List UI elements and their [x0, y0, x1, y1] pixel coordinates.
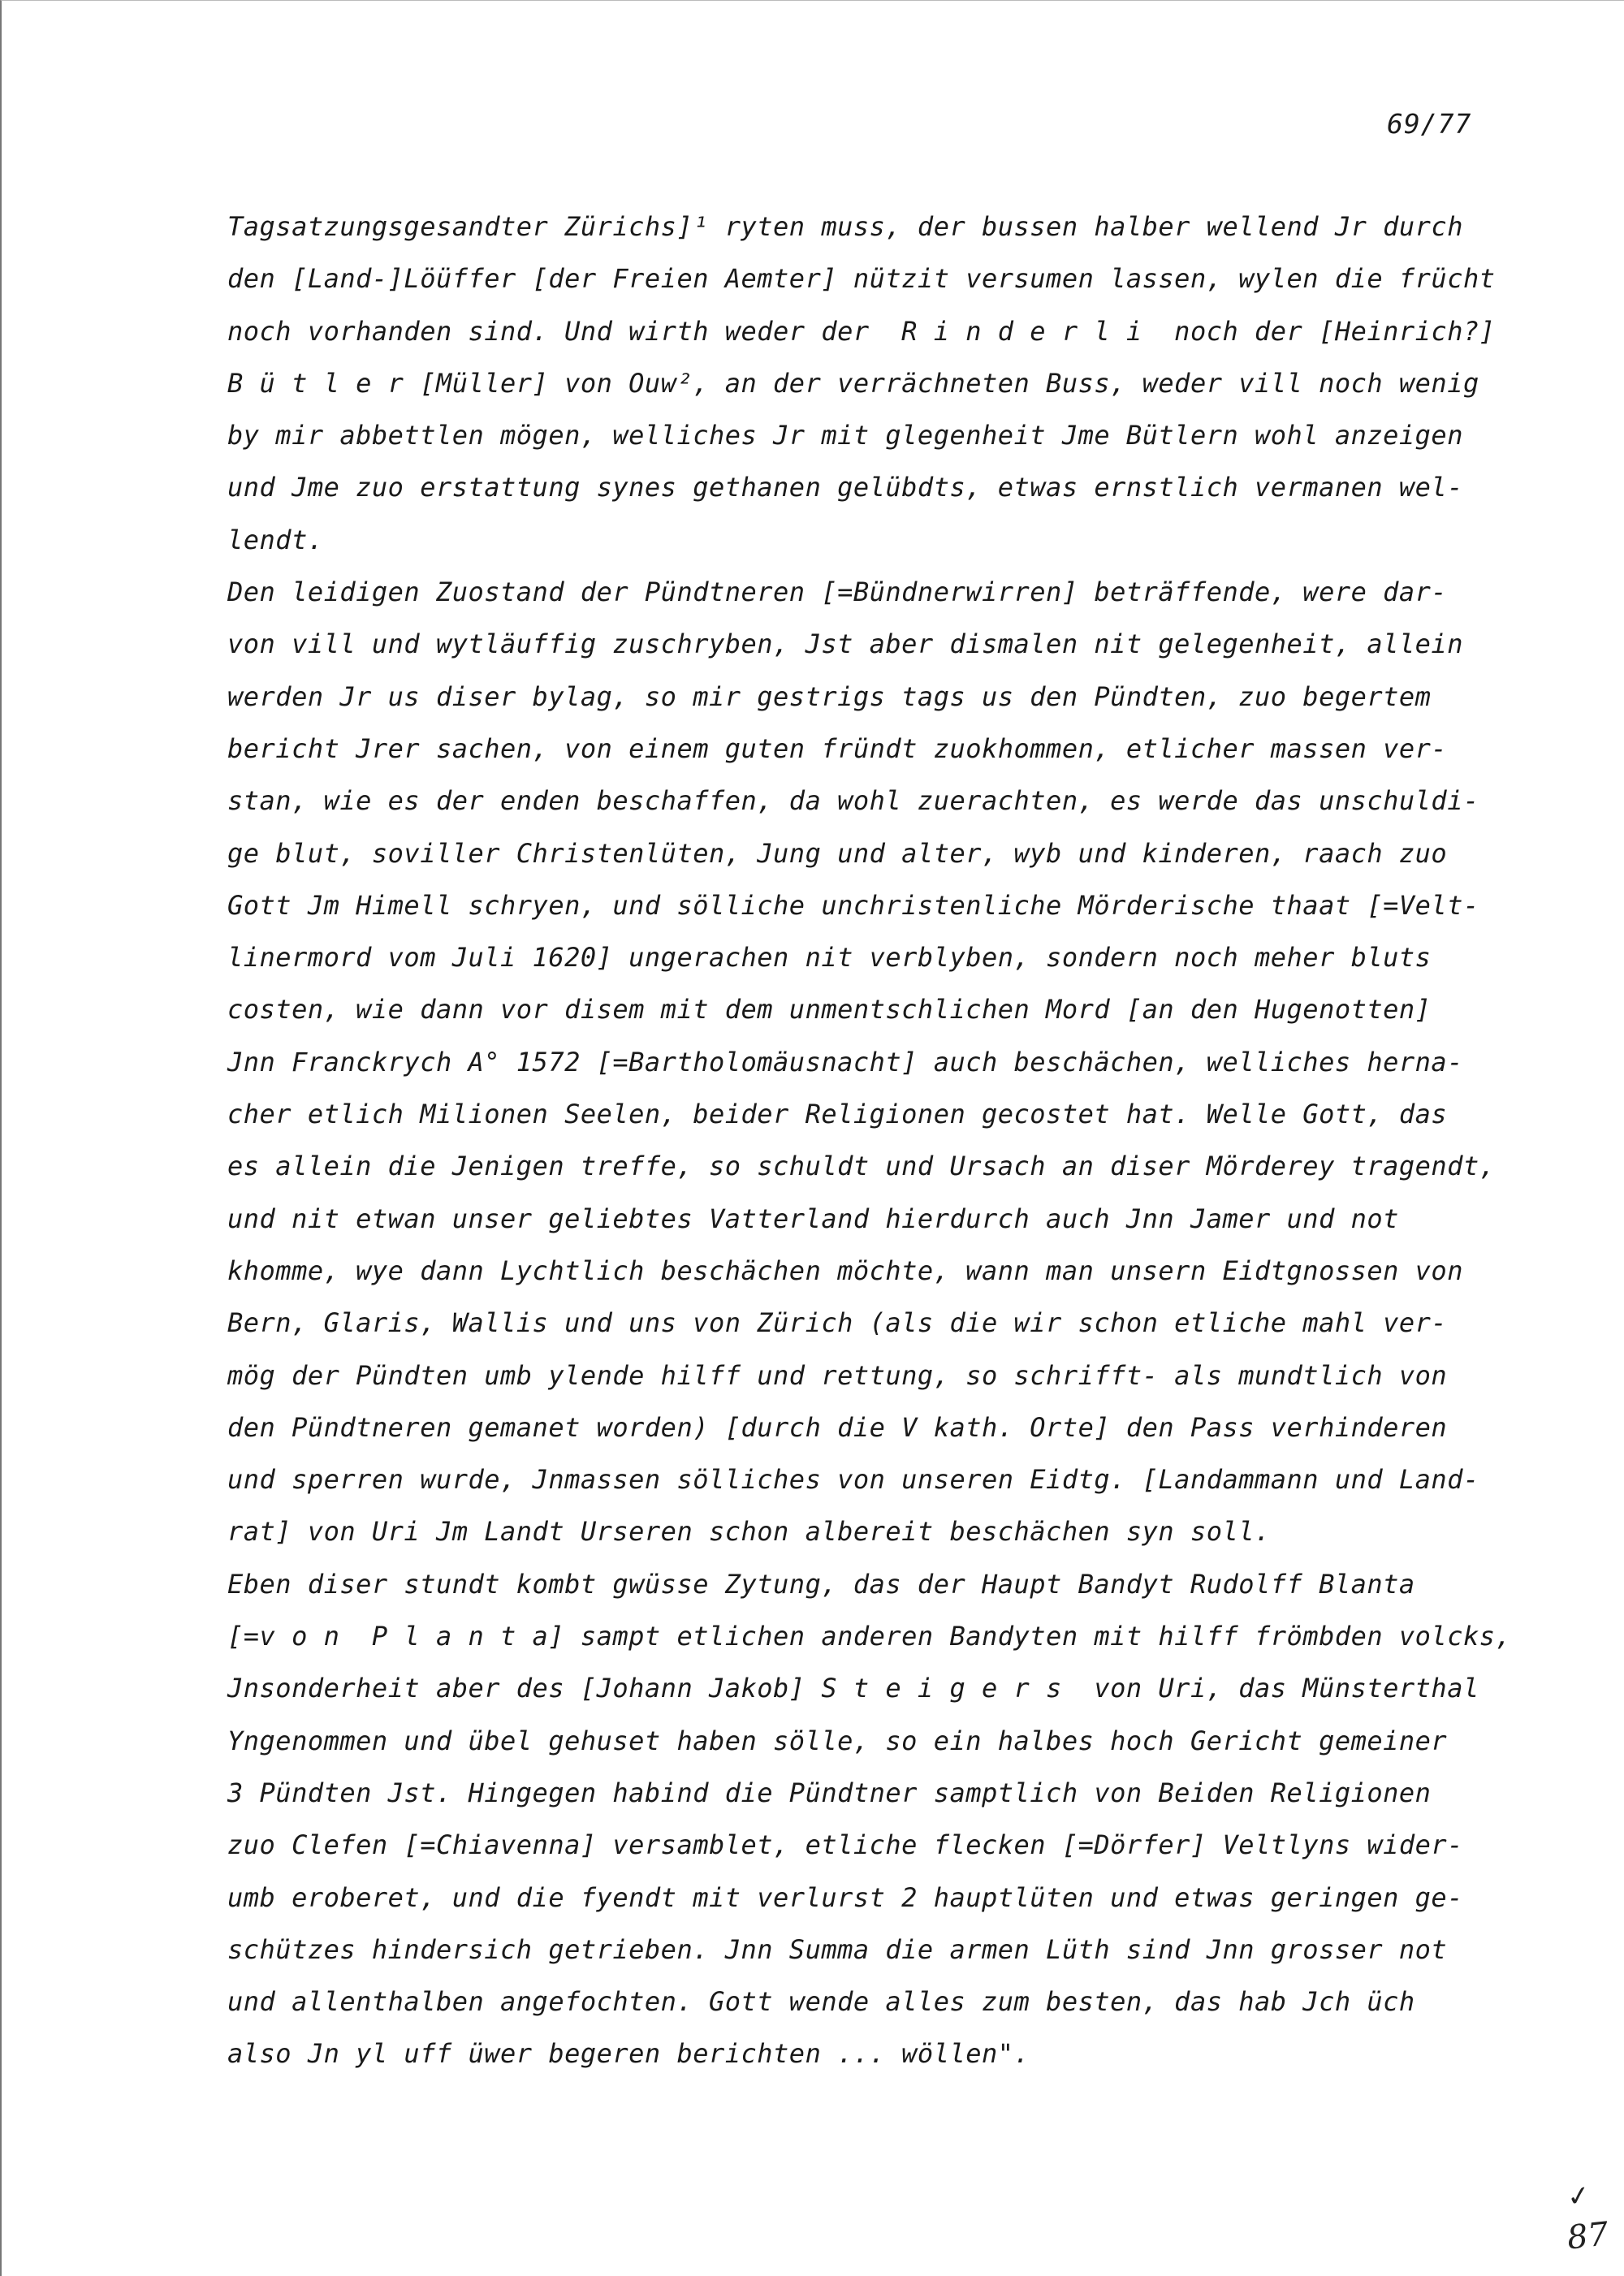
- text-line: werden Jr us diser bylag, so mir gestrigs tags us den Pündten, zuo begertem: [227, 680, 1432, 712]
- text-line: bericht Jrer sachen, von einem guten fründt zuokhommen, etlicher massen ver-: [227, 732, 1448, 764]
- text-line: Bern, Glaris, Wallis und uns von Zürich (als die wir schon etliche mahl ver-: [227, 1307, 1448, 1339]
- text-line: Jnsonderheit aber des [Johann Jakob] S t e i g e r s von Uri, das Münsterthal: [227, 1673, 1479, 1704]
- text-line: schützes hindersich getrieben. Jnn Summa die armen Lüth sind Jnn grosser not: [227, 1933, 1448, 1965]
- text-line: Den leidigen Zuostand der Pündtneren [=Bündnerwirren] beträffende, were dar-: [227, 577, 1448, 608]
- text-line: von vill und wytläuffig zuschryben, Jst aber dismalen nit gelegenheit, allein: [227, 628, 1463, 660]
- text-line: Yngenommen und übel gehuset haben sölle, so ein halbes hoch Gericht gemeiner: [227, 1725, 1448, 1756]
- text-line: costen, wie dann vor disem mit dem unmentschlichen Mord [an den Hugenotten]: [227, 994, 1432, 1026]
- text-line: und Jme zuo erstattung synes gethanen gelübdts, etwas ernstlich vermanen wel-: [227, 472, 1463, 503]
- text-line: mög der Pündten umb ylende hilff und rettung, so schrifft- als mundtlich von: [227, 1359, 1448, 1391]
- text-line: Eben diser stundt kombt gwüsse Zytung, das der Haupt Bandyt Rudolff Blanta: [227, 1568, 1415, 1600]
- text-line: lendt.: [227, 524, 324, 555]
- text-line: khomme, wye dann Lychtlich beschächen möchte, wann man unsern Eidtgnossen von: [227, 1255, 1463, 1286]
- text-line: und sperren wurde, Jnmassen sölliches von unseren Eidtg. [Landammann und Land-: [227, 1464, 1479, 1496]
- text-line: by mir abbettlen mögen, welliches Jr mit glegenheit Jme Bütlern wohl anzeigen: [227, 420, 1463, 451]
- text-line: [=v o n P l a n t a] sampt etlichen anderen Bandyten mit hilff frömbden volcks,: [227, 1621, 1512, 1652]
- text-line: Gott Jm Himell schryen, und sölliche unchristenliche Mörderische thaat [=Velt-: [227, 889, 1479, 921]
- text-line: Tagsatzungsgesandter Zürichs]¹ ryten muss, der bussen halber wellend Jr durch: [227, 211, 1463, 242]
- text-line: noch vorhanden sind. Und wirth weder der R i n d e r l i noch der [Heinrich?]: [227, 315, 1496, 347]
- text-line: und allenthalben angefochten. Gott wende alles zum besten, das hab Jch üch: [227, 1986, 1415, 2018]
- text-line: B ü t l e r [Müller] von Ouw², an der verrächneten Buss, weder vill noch wenig: [227, 367, 1479, 399]
- text-line: Jnn Franckrych A° 1572 [=Bartholomäusnacht] auch beschächen, welliches herna-: [227, 1046, 1463, 1078]
- text-line: zuo Clefen [=Chiavenna] versamblet, etliche flecken [=Dörfer] Veltlyns wider-: [227, 1829, 1463, 1861]
- body-text: [227, 201, 1559, 2080]
- text-line: 3 Pündten Jst. Hingegen habind die Pündtner samptlich von Beiden Religionen: [227, 1777, 1432, 1808]
- handwritten-page-number: 87: [1565, 2215, 1611, 2257]
- text-line: es allein die Jenigen treffe, so schuldt und Ursach an diser Mörderey tragendt,: [227, 1151, 1496, 1182]
- page-number: 69/77: [1387, 108, 1472, 140]
- text-line: umb eroberet, und die fyendt mit verlurst 2 hauptlüten und etwas geringen ge-: [227, 1881, 1463, 1913]
- text-line: linermord vom Juli 1620] ungerachen nit verblyben, sondern noch meher bluts: [227, 942, 1432, 974]
- text-line: stan, wie es der enden beschaffen, da wohl zuerachten, es werde das unschuldi-: [227, 785, 1479, 817]
- checkmark-icon: ✓: [1565, 2179, 1593, 2214]
- text-line: den Pündtneren gemanet worden) [durch die V kath. Orte] den Pass verhinderen: [227, 1411, 1448, 1443]
- text-line: rat] von Uri Jm Landt Urseren schon albereit beschächen syn soll.: [227, 1516, 1271, 1548]
- text-line: und nit etwan unser geliebtes Vatterland hierdurch auch Jnn Jamer und not: [227, 1203, 1399, 1234]
- text-line: cher etlich Milionen Seelen, beider Religionen gecostet hat. Welle Gott, das: [227, 1099, 1448, 1130]
- text-line: also Jn yl uff üwer begeren berichten ... wöllen".: [227, 2038, 1030, 2070]
- text-line: den [Land-]Löüffer [der Freien Aemter] nützit versumen lassen, wylen die frücht: [227, 263, 1496, 295]
- text-line: ge blut, soviller Christenlüten, Jung und alter, wyb und kinderen, raach zuo: [227, 837, 1448, 869]
